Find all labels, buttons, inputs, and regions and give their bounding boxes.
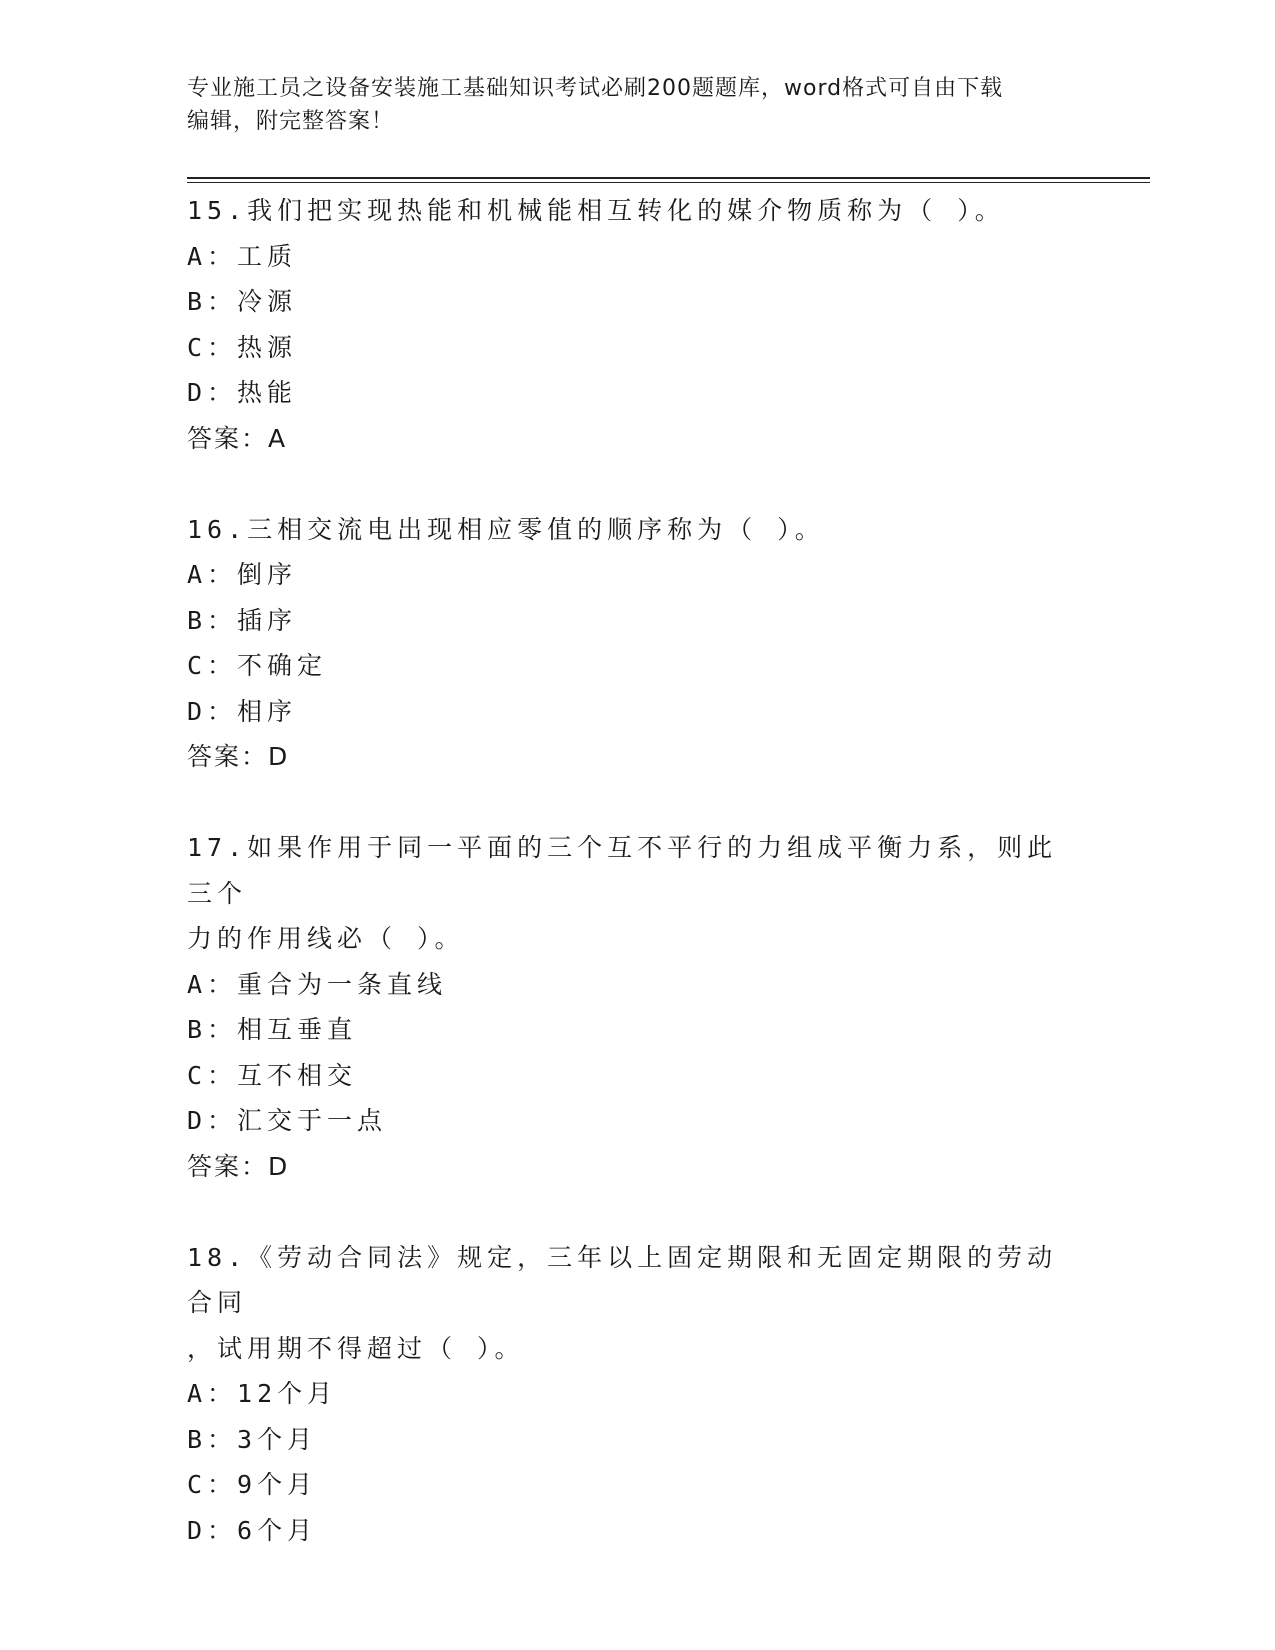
answer: 答案：D (187, 742, 290, 771)
question-stem-continued: 力的作用线必（ ）。 (187, 924, 465, 953)
option-d: D：6个月 (187, 1515, 318, 1545)
option-d: D：汇交于一点 (187, 1106, 388, 1135)
header-line-1: 专业施工员之设备安装施工基础知识考试必刷200题题库，word格式可自由下载 (187, 76, 1004, 101)
option-b: B：插序 (187, 605, 298, 635)
question-stem-continued: ，试用期不得超过（ ）。 (187, 1333, 525, 1363)
option-b: B：相互垂直 (187, 1015, 358, 1044)
option-c: C：9个月 (187, 1470, 318, 1499)
option-a: A：工质 (187, 241, 298, 271)
option-a: A：重合为一条直线 (187, 969, 448, 999)
question-18 (187, 1235, 1067, 1554)
question-stem: 15.我们把实现热能和机械能相互转化的媒介物质称为（ ）。 (187, 196, 1005, 225)
option-a: A：倒序 (187, 560, 298, 589)
question-16 (187, 507, 1067, 780)
question-17 (187, 825, 1067, 1189)
question-list (187, 188, 1067, 1553)
header-divider-thin (187, 182, 1150, 183)
question-stem: 17.如果作用于同一平面的三个互不平行的力组成平衡力系，则此三个 (187, 833, 1058, 908)
option-b: B：3个月 (187, 1424, 318, 1454)
option-c: C：不确定 (187, 651, 328, 680)
option-d: D：相序 (187, 696, 298, 726)
option-c: C：热源 (187, 332, 298, 362)
question-stem: 18.《劳动合同法》规定，三年以上固定期限和无固定期限的劳动合同 (187, 1242, 1058, 1317)
header-line-2: 编辑，附完整答案！ (187, 109, 395, 134)
document-header (187, 72, 1067, 138)
question-15 (187, 188, 1067, 461)
question-stem: 16.三相交流电出现相应零值的顺序称为（ ）。 (187, 514, 825, 544)
option-c: C：互不相交 (187, 1060, 358, 1090)
answer: 答案：A (187, 423, 288, 453)
option-d: D：热能 (187, 378, 298, 407)
option-b: B：冷源 (187, 287, 298, 316)
option-a: A：12个月 (187, 1379, 338, 1408)
header-divider-thick (187, 177, 1150, 179)
answer: 答案：D (187, 1151, 290, 1181)
